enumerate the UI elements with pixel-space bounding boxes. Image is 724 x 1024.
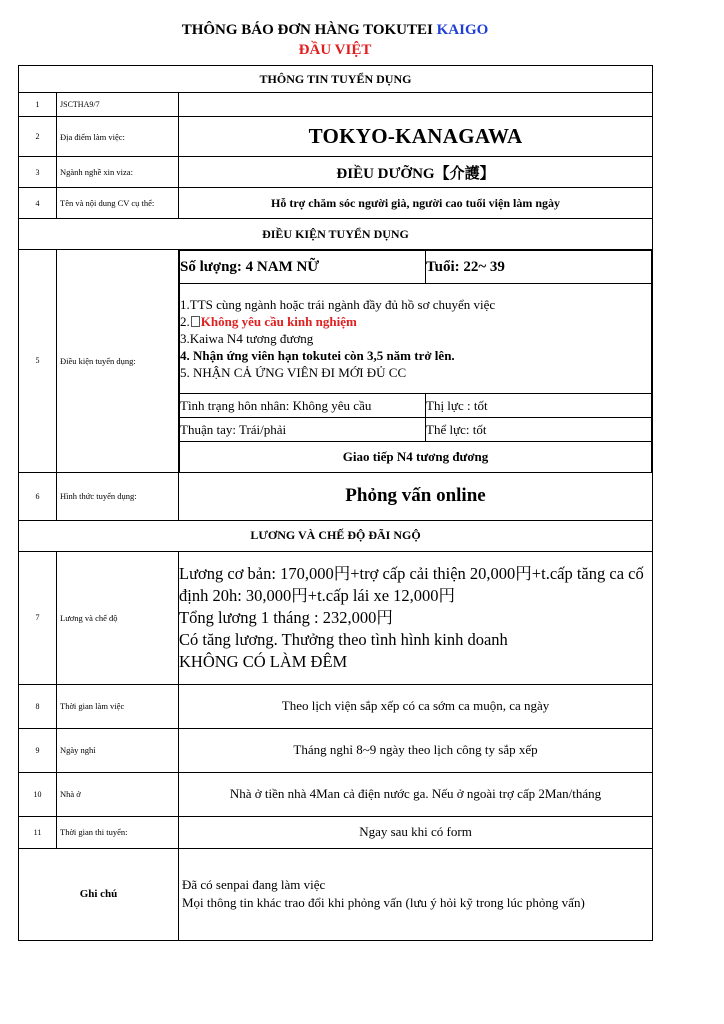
days-off-value: Tháng nghỉ 8~9 ngày theo lịch công ty sắp xếp <box>179 728 653 772</box>
condition-2-prefix: 2. <box>180 314 190 329</box>
work-location-value: TOKYO-KANAGAWA <box>179 117 653 157</box>
table-row <box>19 250 653 473</box>
checkbox-glyph-icon <box>191 316 200 327</box>
condition-1: 1.TTS cùng ngành hoặc trái ngành đầy đủ hồ sơ chuyển việc <box>180 297 496 312</box>
section-recruitment-info: THÔNG TIN TUYỂN DỤNG <box>19 66 653 93</box>
section-row <box>19 219 653 250</box>
empty-cell <box>179 93 653 117</box>
housing-value: Nhà ở tiền nhà 4Man cả điện nước ga. Nếu ở ngoài trợ cấp 2Man/tháng <box>179 772 653 816</box>
table-row <box>19 772 653 816</box>
table-row <box>19 816 653 848</box>
salary-details <box>179 551 653 684</box>
label-job-description: Tên và nội dung CV cụ thể: <box>57 188 179 219</box>
communication-level: Giao tiếp N4 tương đương <box>180 442 652 472</box>
section-row <box>19 66 653 93</box>
document-title <box>0 22 670 39</box>
title-accent: KAIGO <box>436 22 489 38</box>
row-number: 9 <box>19 728 57 772</box>
salary-line-3: Có tăng lương. Thưởng theo tình hình kinh doanh <box>179 629 508 649</box>
table-row <box>19 117 653 157</box>
eyesight: Thị lực : tốt <box>426 394 652 418</box>
condition-5: 5. NHẬN CẢ ỨNG VIÊN ĐI MỚI ĐỦ CC <box>180 365 407 380</box>
table-row <box>19 848 653 940</box>
row-number: 10 <box>19 772 57 816</box>
conditions-list <box>180 284 652 394</box>
notes-content <box>179 848 653 940</box>
marital-status: Tình trạng hôn nhân: Không yêu cầu <box>180 394 426 418</box>
table-row <box>19 728 653 772</box>
condition-4: 4. Nhận ứng viên hạn tokutei còn 3,5 năm trở lên. <box>180 348 455 363</box>
table-row <box>19 157 653 188</box>
job-order-table <box>18 65 653 941</box>
label-working-hours: Thời gian làm việc <box>57 684 179 728</box>
note-line-2: Mọi thông tin khác trao đổi khi phỏng vấn (lưu ý hỏi kỹ trong lúc phỏng vấn) <box>182 895 585 910</box>
row-number: 4 <box>19 188 57 219</box>
salary-line-4: KHÔNG CÓ LÀM ĐÊM <box>179 651 348 671</box>
note-line-1: Đã có senpai đang làm việc <box>182 877 326 892</box>
row-number: 2 <box>19 117 57 157</box>
exam-time-value: Ngay sau khi có form <box>179 816 653 848</box>
condition-2 <box>180 313 651 330</box>
visa-occupation-value: ĐIỀU DƯỠNG【介護】 <box>179 157 653 188</box>
label-recruitment-conditions: Điều kiện tuyển dụng: <box>57 250 179 473</box>
table-row <box>19 93 653 117</box>
order-code: JSCTHA9/7 <box>57 93 179 117</box>
job-description-value: Hỗ trợ chăm sóc người già, người cao tuổi viện làm ngày <box>179 188 653 219</box>
conditions-inner-table <box>179 250 652 472</box>
row-number: 8 <box>19 684 57 728</box>
table-row <box>19 188 653 219</box>
row-number: 11 <box>19 816 57 848</box>
table-row <box>19 684 653 728</box>
row-number: 7 <box>19 551 57 684</box>
working-hours-value: Theo lịch viện sắp xếp có ca sớm ca muộn, ca ngày <box>179 684 653 728</box>
label-salary: Lương và chế độ <box>57 551 179 684</box>
table-row <box>19 551 653 684</box>
label-days-off: Ngày nghỉ <box>57 728 179 772</box>
label-exam-time: Thời gian thi tuyển: <box>57 816 179 848</box>
label-recruitment-form: Hình thức tuyển dụng: <box>57 472 179 520</box>
row-number: 1 <box>19 93 57 117</box>
row-number: 3 <box>19 157 57 188</box>
document-subtitle: ĐẦU VIỆT <box>298 42 372 58</box>
handedness: Thuận tay: Trái/phải <box>180 418 426 442</box>
condition-3: 3.Kaiwa N4 tương đương <box>180 331 314 346</box>
section-row <box>19 520 653 551</box>
title-main: THÔNG BÁO ĐƠN HÀNG TOKUTEI <box>181 22 433 38</box>
label-housing: Nhà ở <box>57 772 179 816</box>
label-notes: Ghi chú <box>19 848 179 940</box>
row-number: 6 <box>19 472 57 520</box>
physical-fitness: Thể lực: tốt <box>426 418 652 442</box>
section-salary-benefits: LƯƠNG VÀ CHẾ ĐỘ ĐÃI NGỘ <box>19 520 653 551</box>
row-number: 5 <box>19 250 57 473</box>
section-recruitment-conditions: ĐIỀU KIỆN TUYỂN DỤNG <box>19 219 653 250</box>
table-row <box>19 472 653 520</box>
label-visa-occupation: Ngành nghề xin viza: <box>57 157 179 188</box>
recruitment-form-value: Phỏng vấn online <box>179 472 653 520</box>
quantity: Số lượng: 4 NAM NỮ <box>180 251 426 284</box>
salary-line-2: Tổng lương 1 tháng : 232,000円 <box>179 607 393 627</box>
salary-line-1: Lương cơ bản: 170,000円+trợ cấp cải thiện 20,000円+t.cấp tăng ca cố định 20h: 30,000円+t.cấp lái xe 12,000円 <box>179 563 644 605</box>
condition-2-text: Không yêu cầu kinh nghiệm <box>200 314 357 329</box>
age-range: Tuổi: 22~ 39 <box>426 251 652 284</box>
conditions-cell <box>179 250 653 473</box>
label-work-location: Địa điểm làm việc: <box>57 117 179 157</box>
